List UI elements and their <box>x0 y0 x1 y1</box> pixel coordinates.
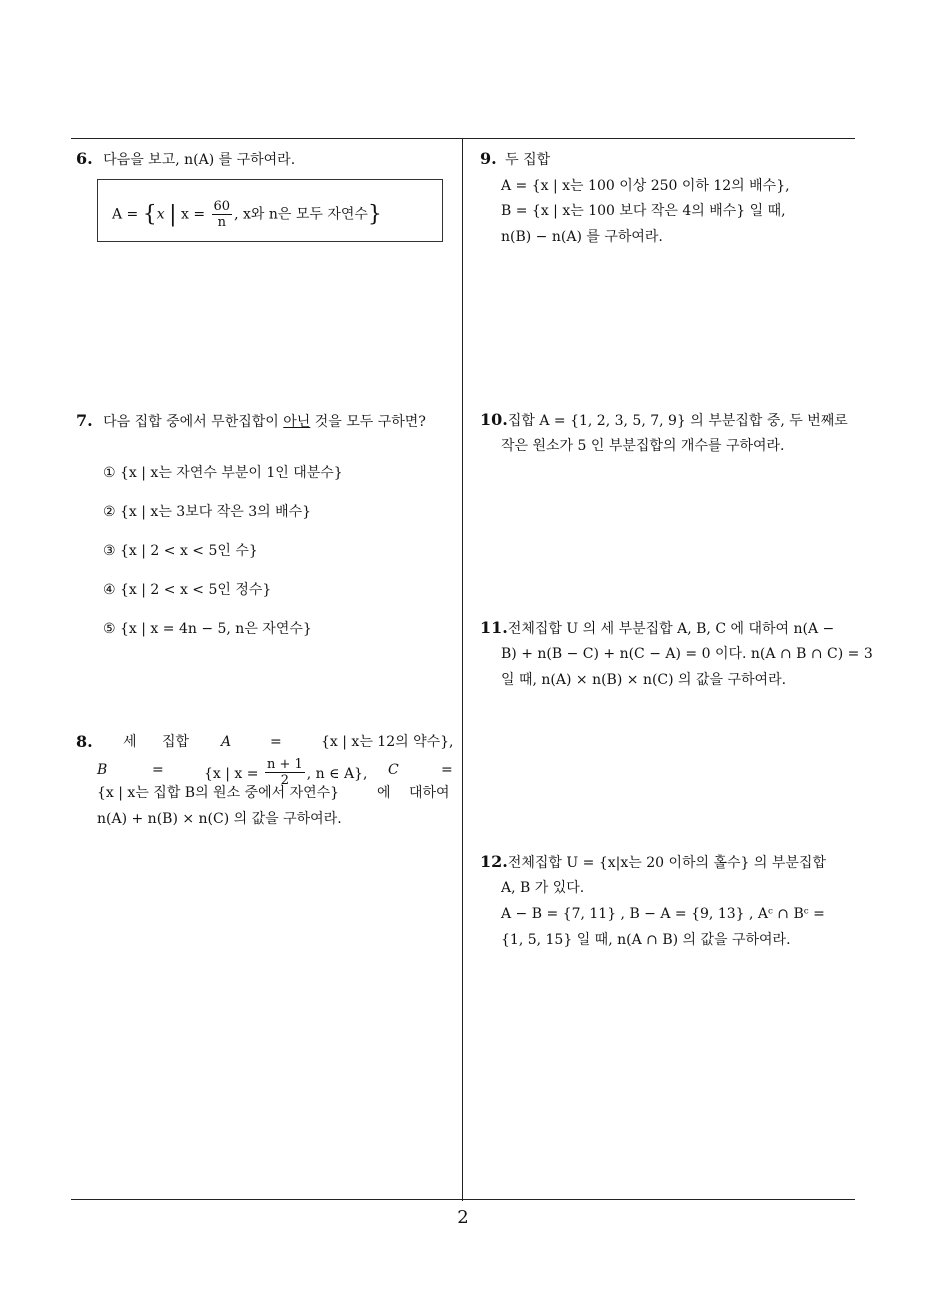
q8-line-4: n(A) + n(B) × n(C) 의 값을 구하여라. <box>97 811 342 827</box>
question-7 <box>76 408 426 435</box>
choice-2: ② {x | x는 3보다 작은 3의 배수} <box>103 504 312 520</box>
page-number: 2 <box>457 1207 469 1228</box>
q8-line-2: B = {x | x = $\frac{n + 1}{2}$ , n ∈ A}, C = <box>97 757 453 788</box>
bottom-rule <box>71 1199 855 1200</box>
fraction: $\frac{n + 1}{2}$ <box>266 757 303 788</box>
q8-line-1: 8. 세 집합 A = {x | x는 12의 약수}, <box>76 732 454 751</box>
question-stem: 다음 집합 중에서 무한집합이 아닌 것을 모두 구하면? <box>103 414 426 430</box>
set-definition-box <box>97 179 443 242</box>
choice-4: ④ {x | 2 < x < 5인 정수} <box>103 582 272 598</box>
top-rule <box>71 138 855 139</box>
choice-5: ⑤ {x | x = 4n − 5, n은 자연수} <box>103 621 312 637</box>
question-6 <box>76 146 295 173</box>
q8-line-3: {x | x는 집합 B의 원소 중에서 자연수} 에 대하여 <box>97 785 450 801</box>
choice-3: ③ {x | 2 < x < 5인 수} <box>103 543 258 559</box>
fraction: $\frac{60}{n}$ <box>213 199 231 230</box>
question-stem: 다음을 보고, n(A) 를 구하여라. <box>103 152 296 168</box>
question-number: 6. <box>76 149 93 168</box>
set-expression: A = {x | x = $\frac{60}{n}$ , x와 n은 모두 자연수} <box>112 199 382 230</box>
column-divider <box>462 139 463 1201</box>
question-number: 7. <box>76 411 93 430</box>
choice-1: ① {x | x는 자연수 부분이 1인 대분수} <box>103 465 343 481</box>
